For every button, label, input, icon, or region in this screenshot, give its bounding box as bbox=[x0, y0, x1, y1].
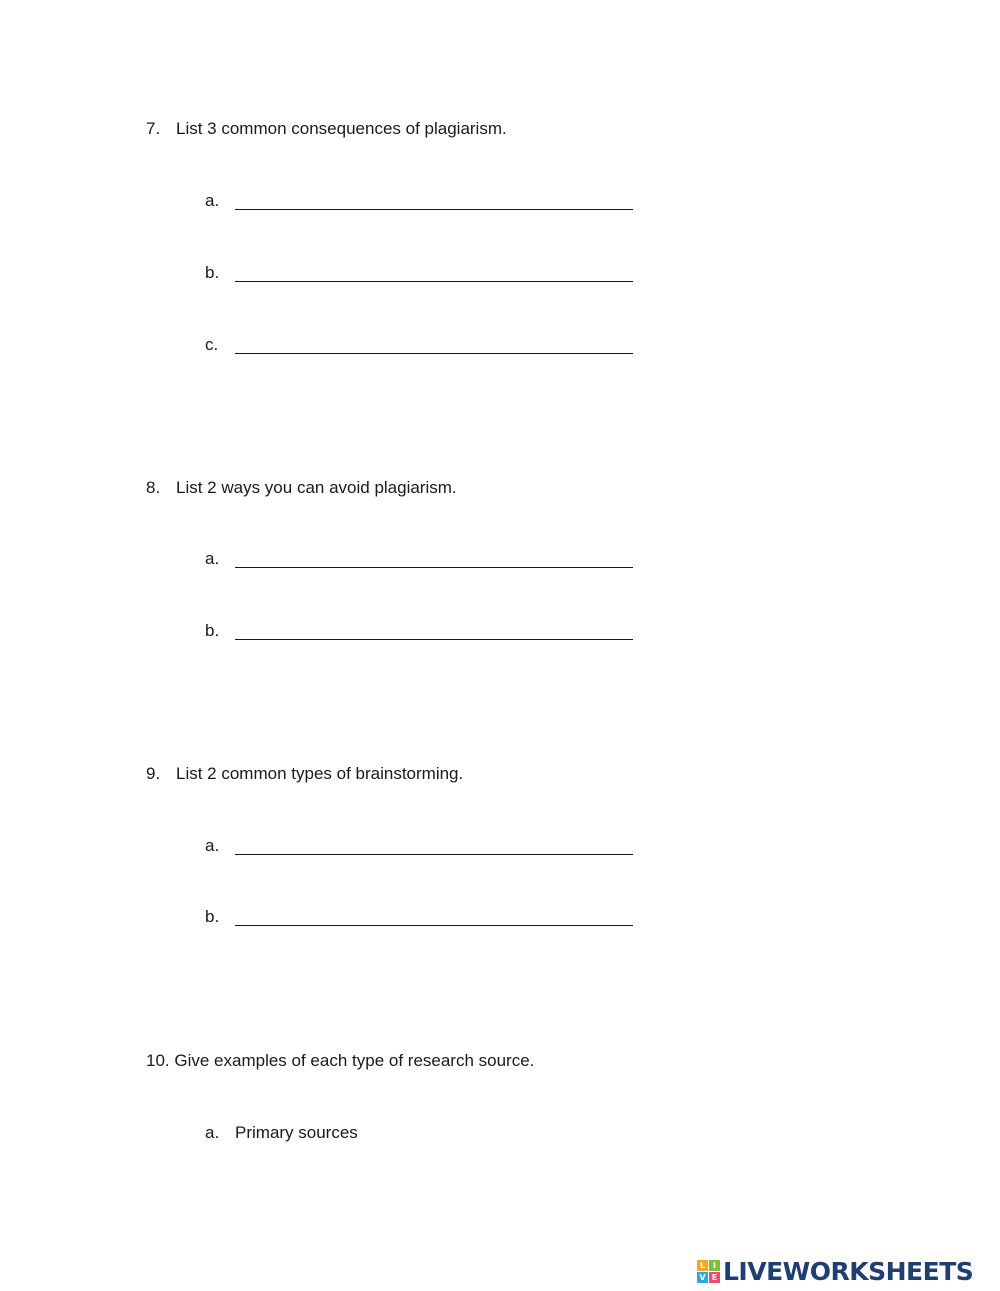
logo-square: I bbox=[709, 1260, 720, 1271]
item-letter: a. bbox=[205, 836, 220, 855]
answer-item-7b bbox=[205, 262, 633, 284]
item-letter: c. bbox=[205, 335, 219, 354]
logo-text: LIVEWORKSHEETS bbox=[723, 1256, 974, 1286]
question-10 bbox=[146, 1050, 534, 1072]
item-letter: a. bbox=[205, 1123, 220, 1142]
item-letter: b. bbox=[205, 907, 220, 926]
question-number: 7. bbox=[146, 119, 161, 138]
answer-blank-7c[interactable] bbox=[235, 337, 633, 354]
answer-item-8a bbox=[205, 548, 633, 570]
question-text: List 2 common types of brainstorming. bbox=[176, 764, 464, 783]
item-label: Primary sources bbox=[235, 1123, 358, 1142]
answer-item-7a bbox=[205, 190, 633, 212]
question-text: List 3 common consequences of plagiarism. bbox=[176, 119, 507, 138]
answer-item-7c bbox=[205, 334, 633, 356]
question-text: Give examples of each type of research source. bbox=[174, 1051, 535, 1070]
answer-blank-7a[interactable] bbox=[235, 193, 633, 210]
answer-blank-9a[interactable] bbox=[235, 838, 633, 855]
question-number: 8. bbox=[146, 478, 161, 497]
item-letter: b. bbox=[205, 263, 220, 282]
answer-item-8b bbox=[205, 620, 633, 642]
question-number: 9. bbox=[146, 764, 161, 783]
question-7 bbox=[146, 118, 507, 140]
logo-square: E bbox=[709, 1272, 720, 1283]
question-number: 10. bbox=[146, 1051, 170, 1070]
logo-squares-icon bbox=[697, 1260, 720, 1283]
answer-item-10a bbox=[205, 1122, 358, 1144]
logo-square: L bbox=[697, 1260, 708, 1271]
question-text: List 2 ways you can avoid plagiarism. bbox=[176, 478, 457, 497]
item-letter: a. bbox=[205, 549, 220, 568]
item-letter: b. bbox=[205, 621, 220, 640]
answer-item-9b bbox=[205, 906, 633, 928]
question-8 bbox=[146, 477, 457, 499]
answer-blank-8b[interactable] bbox=[235, 623, 633, 640]
answer-blank-8a[interactable] bbox=[235, 551, 633, 568]
logo-square: V bbox=[697, 1272, 708, 1283]
answer-blank-7b[interactable] bbox=[235, 265, 633, 282]
question-9 bbox=[146, 763, 463, 785]
liveworksheets-logo bbox=[697, 1256, 973, 1286]
item-letter: a. bbox=[205, 191, 220, 210]
answer-item-9a bbox=[205, 835, 633, 857]
answer-blank-9b[interactable] bbox=[235, 909, 633, 926]
